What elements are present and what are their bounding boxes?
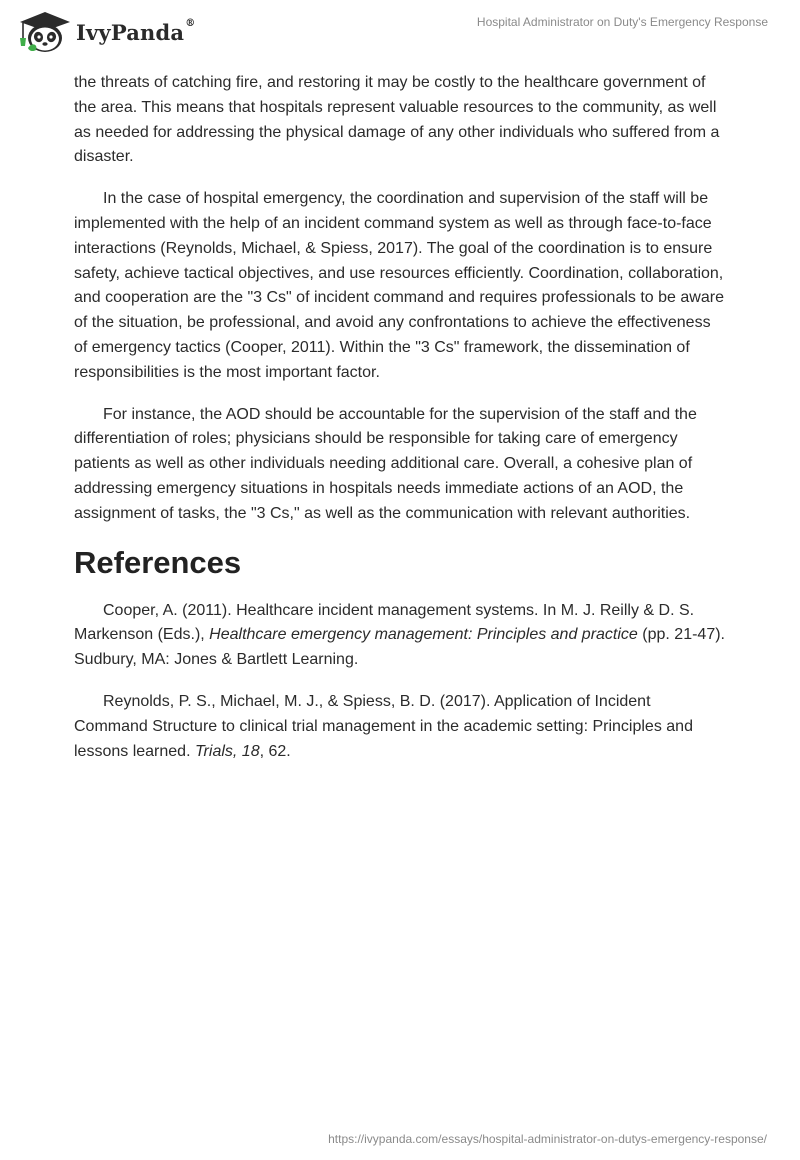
body-paragraph-1: the threats of catching fire, and restoring it may be costly to the healthcare government of the area. This means that hospitals represent valuable resources to the community, as well as needed for addressing the physical damage of any other individuals who suffered from a disaster.: [74, 74, 720, 166]
reference-text: , 62.: [259, 742, 291, 760]
references-heading: References: [74, 544, 242, 580]
panda-mascot-icon: [14, 8, 72, 54]
reference-text: Reynolds, P. S., Michael, M. J., & Spiess, B. D. (2017). Application of Incident Command Structure to clinical trial management in the academic setting: Principles and lessons learned.: [74, 692, 693, 760]
reference-item-reynolds: [74, 690, 728, 764]
body-paragraph-3: For instance, the AOD should be accountable for the supervision of the staff and the differentiation of roles; physicians should be responsible for taking care of emergency patients as well as other individuals needing additional care. Overall, a cohesive plan of addressing emergency situations in hospitals needs immediate actions of an AOD, the assignment of tasks, the "3 Cs," as well as the communication with relevant authorities.: [74, 405, 697, 522]
footer-url-link[interactable]: https://ivypanda.com/essays/hospital-administrator-on-dutys-emergency-response/: [328, 1132, 767, 1146]
logo-name: IvyPanda: [76, 20, 185, 45]
body-paragraph-2: In the case of hospital emergency, the coordination and supervision of the staff will be implemented with the help of an incident command system as well as through face-to-face interactions (Reynolds, Michael, & Spiess, 2017). The goal of the coordination is to ensure safety, achieve tactical objectives, and use resources efficiently. Coordination, collaboration, and cooperation are the "3 Cs" of incident command and requires professionals to be aware of the situation, be professional, and avoid any confrontations to achieve the effectiveness of emergency tactics (Cooper, 2011). Within the "3 Cs" framework, the dissemination of responsibilities is the most important factor.: [74, 190, 724, 381]
reference-volume: 18: [241, 742, 260, 760]
reference-item-cooper: [74, 599, 728, 673]
reference-journal: Trials,: [194, 742, 238, 760]
registered-mark: ®: [185, 18, 196, 29]
reference-book-title: Healthcare emergency management: Principles and practice: [209, 626, 638, 644]
ivypanda-logo[interactable]: [14, 8, 194, 58]
logo-wordmark: [76, 20, 195, 45]
essay-content: [74, 71, 728, 781]
document-title: Hospital Administrator on Duty's Emergency Response: [476, 15, 768, 29]
page-header: [0, 0, 800, 70]
reference-text: (pp. 21-47). Sudbury, MA: Jones & Bartlett Learning.: [74, 626, 725, 669]
reference-text: Cooper, A. (2011). Healthcare incident management systems. In M. J. Reilly & D. S. Markenson (Eds.),: [74, 601, 695, 644]
